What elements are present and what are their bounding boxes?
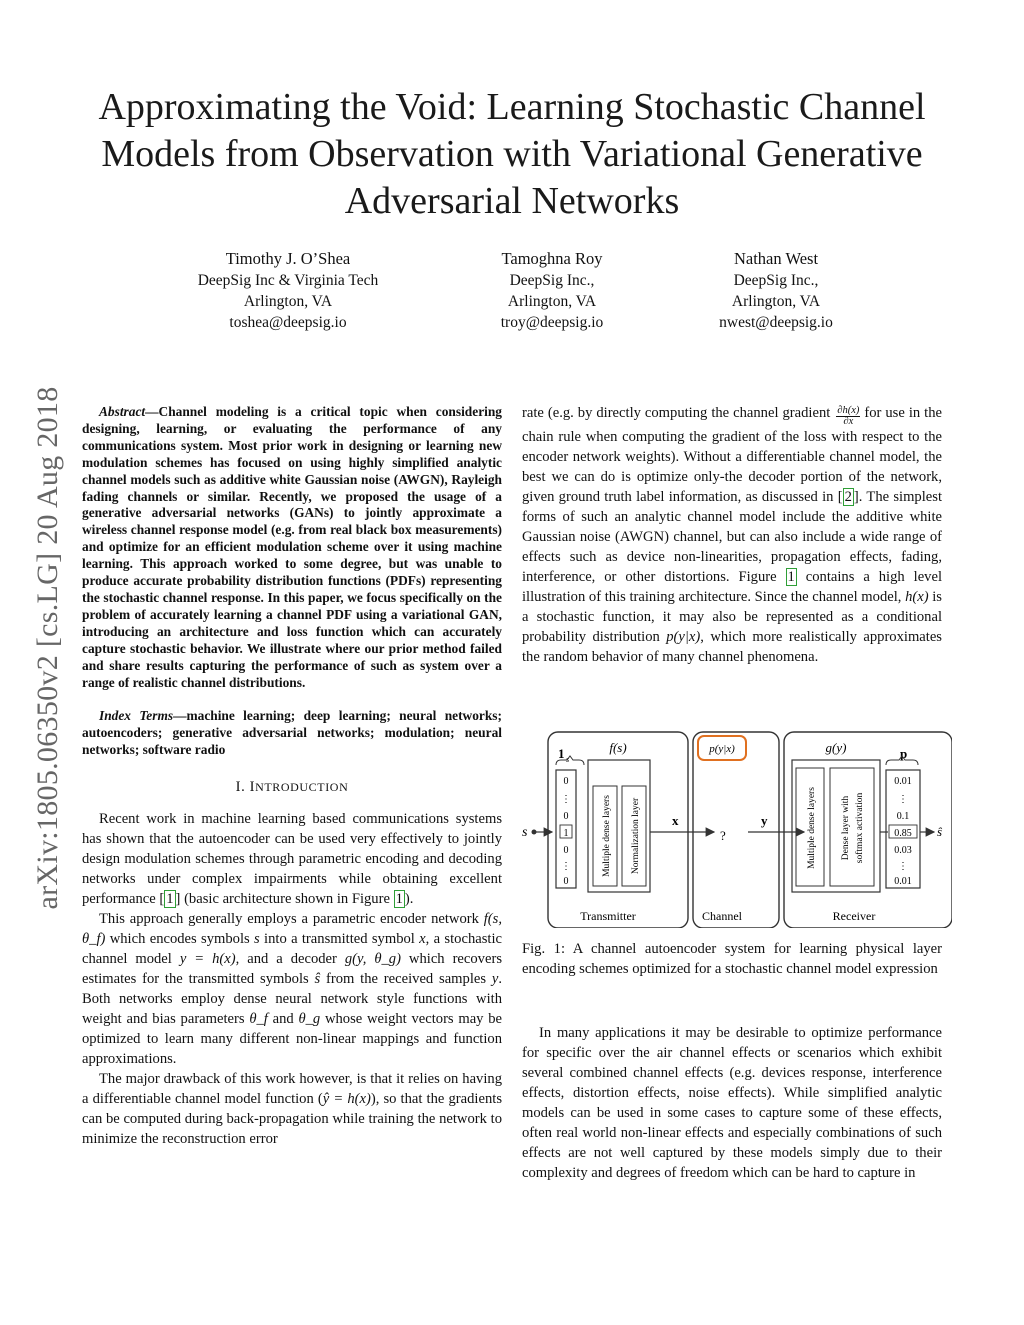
encoder-label: f(s) bbox=[609, 740, 627, 755]
section-title-rest: NTRODUCTION bbox=[255, 780, 349, 795]
body-paragraph: rate (e.g. by directly computing the channel gradient $\frac{\partial h(x)}{\partial x}$ for use in the chain rule when computing the gradient of the loss with respect to the encoder network weights). Without a differentiable channel model, the best we can do is optimize only-the decoder portion of the network, given ground truth label information, as discussed in [ 2 ]. The simplest forms of such an analytic channel model include the additive white Gaussian noise (AWGN) channel, but can also include a wide range of effects such as device non-linearities, propagation effects, fading, interference, or other distortions. Figure 1 contains a high level illustration of this training architecture. Since the channel model, h(x) is a stochastic function, it may also be represented as a conditional probability distribution p(y|x), which more realistically approximates the random behavior of many channel phenomena. bbox=[522, 405, 942, 665]
text-run: , a stochastic channel model bbox=[82, 931, 502, 968]
intro-paragraph bbox=[82, 909, 502, 1069]
figure-link[interactable]: 1 bbox=[395, 891, 403, 908]
math-inline: θ_g bbox=[298, 1011, 321, 1028]
text-run: whose weight vectors may be optimized to learn many different non-linear mappings and function approximations. bbox=[82, 1011, 503, 1068]
index-terms-text: machine learning; deep learning; neural networks; autoencoders; generative adversarial networks; modulation; neural networks; software radio bbox=[82, 708, 502, 758]
text-run: (basic architecture shown in Figure bbox=[180, 891, 394, 908]
text-run: Recent work in machine learning based communications systems has shown that the autoencoder can be used very effectively to jointly design modulation schemes through parametric encoding and decoding networks under complex impairments while obtaining excellent performance bbox=[82, 811, 502, 908]
author-location: Arlington, VA bbox=[243, 293, 333, 310]
author-block bbox=[696, 248, 856, 333]
prob-label: p bbox=[900, 746, 908, 761]
math-inline: f(s, θ_f) bbox=[82, 911, 502, 948]
text-run: , which more realistically approximates the random behavior of many channel phenomena. bbox=[522, 629, 942, 665]
math-inline: y = h(x) bbox=[179, 951, 236, 968]
left-column bbox=[82, 404, 502, 1149]
arxiv-identifier-text: arXiv:1805.06350v2 [cs.LG] 20 Aug 2018 bbox=[31, 386, 64, 910]
author-name: Tamoghna Roy bbox=[501, 249, 603, 268]
abstract-label: Abstract bbox=[99, 404, 146, 419]
author-location: Arlington, VA bbox=[507, 293, 597, 310]
index-terms: Index Terms—machine learning; deep learning; neural networks; autoencoders; generative adversarial networks; modulation; neural networks; software radio bbox=[82, 708, 502, 758]
author-name: Nathan West bbox=[733, 249, 819, 268]
right-column bbox=[522, 403, 942, 667]
fraction-denominator: ∂x bbox=[843, 416, 854, 427]
text-run: into a transmitted symbol bbox=[259, 931, 420, 948]
author-email: nwest@deepsig.io bbox=[719, 314, 833, 331]
text-run: This approach generally employs a parametric encoder network bbox=[99, 911, 484, 928]
fraction-numerator: ∂h(x) bbox=[837, 405, 860, 416]
author-location: Arlington, VA bbox=[731, 293, 821, 310]
vector-entry: 0.01 bbox=[894, 876, 912, 887]
onehot-label: 1 bbox=[558, 746, 565, 761]
channel-label: Channel bbox=[702, 909, 742, 923]
vector-entry: ⋮ bbox=[898, 861, 908, 872]
text-run: ). bbox=[404, 891, 414, 908]
tx-layer-label: Multiple dense layers bbox=[602, 795, 612, 877]
decoder-box bbox=[792, 760, 880, 892]
math-inline: ŝ bbox=[314, 971, 321, 988]
author-email: toshea@deepsig.io bbox=[229, 314, 347, 331]
citation-link[interactable]: 2 bbox=[844, 489, 852, 505]
vector-entry: 0 bbox=[563, 845, 569, 856]
section-number: I. bbox=[235, 779, 246, 796]
onehot-sub: s bbox=[566, 755, 570, 764]
text-run: is a stochastic function, it may also be represented as a conditional probability distribution bbox=[522, 589, 942, 645]
vector-entry: 0.1 bbox=[896, 811, 910, 822]
channel-pdf-label: p(y|x) bbox=[709, 743, 735, 755]
citation-link[interactable]: 1 bbox=[166, 891, 174, 908]
vector-entry: 0 bbox=[563, 811, 569, 822]
text-run: contains a high level illustration of this training architecture. Since the channel model, bbox=[522, 569, 942, 605]
intro-paragraph: Recent work in machine learning based communications systems has shown that the autoencoder can be used very effectively to jointly design modulation schemes through parametric encoding and decoding networks under complex impairments while obtaining excellent performance [ 1 ] (basic architecture shown in Figure 1 ). bbox=[82, 811, 502, 908]
math-inline: h(x) bbox=[905, 589, 929, 605]
text-run: The major drawback of this work however, is that it relies on having a differentiable channel model function ( bbox=[82, 1071, 502, 1108]
math-inline: p(y|x) bbox=[666, 629, 701, 645]
vector-entry: 0.03 bbox=[894, 845, 912, 856]
text-run: which recovers estimates for the transmitted symbols bbox=[82, 951, 502, 988]
abstract-text: Channel modeling is a critical topic when considering designing, learning, or evaluating the performance of any communications system. Most prior work in designing or learning new modulation schemes has focused on using highly simplified analytic channel models such as additive white Gaussian noise (AWGN), Rayleigh fading channels or similar. Recently, we proposed the usage of a generative adversarial networks (GANs) to jointly approximate a wireless channel response model (e.g. from real black box measurements) and optimize for an efficient modulation scheme over it using machine learning. This approach worked to some degree, but was unable to produce accurate probability distribution functions (PDFs) representing the stochastic channel response. In this paper, we focus specifically on the problem of accurately learning a channel PDF using a variational GAN, introducing an architecture and loss function which can accurately capture stochastic behavior. We illustrate where our prior method failed and share results capturing the performance of such as system over a range of realistic channel distributions. bbox=[82, 404, 502, 690]
figure-1-caption: Fig. 1: A channel autoencoder system for learning physical layer encoding schemes optimized for a stochastic channel model expression bbox=[522, 941, 942, 977]
vector-entry: ⋮ bbox=[898, 794, 908, 805]
transmitter-label: Transmitter bbox=[580, 909, 636, 923]
math-inline: x bbox=[419, 931, 426, 948]
autoencoder-diagram bbox=[520, 728, 952, 928]
author-email: troy@deepsig.io bbox=[500, 314, 604, 331]
vector-entry: 0 bbox=[563, 776, 569, 787]
text-run: , and a decoder bbox=[235, 951, 345, 968]
math-inline: θ_f bbox=[249, 1011, 268, 1028]
vector-entry: 0.01 bbox=[894, 776, 912, 787]
vector-entry: 0 bbox=[563, 876, 569, 887]
author-block bbox=[470, 248, 634, 333]
channel-block bbox=[693, 732, 779, 928]
author-affiliation: DeepSig Inc., bbox=[509, 272, 595, 289]
author-affiliation: DeepSig Inc., bbox=[733, 272, 819, 289]
text-run: from the received samples bbox=[320, 971, 492, 988]
vector-entry: ⋮ bbox=[561, 861, 571, 872]
intro-paragraph bbox=[82, 1069, 502, 1149]
body-paragraph: In many applications it may be desirable to optimize performance for specific over the air channel effects or scenarios which exhibit several combined channel effects (e.g. devices response, interference effects, distortion effects, noise effects). While simplified analytic models can be used in some cases to capture some of these effects, often real world non-linear effects and especially combinations of such effects are not well captured by these models simply due to their complexity and degrees of freedom which can be hard to capture in bbox=[522, 1025, 942, 1181]
math-inline: ŷ = h(x) bbox=[322, 1091, 371, 1108]
math-inline: g(y, θ_g) bbox=[344, 951, 401, 968]
rx-softmax-layer bbox=[830, 768, 874, 886]
math-inline: y bbox=[491, 971, 499, 988]
vector-entry: ⋮ bbox=[561, 794, 571, 805]
section-heading bbox=[82, 777, 502, 797]
input-node bbox=[532, 830, 537, 835]
right-column-lower bbox=[522, 1023, 942, 1183]
text-run: . Both networks employ dense neural network style functions with weight and bias parameters bbox=[82, 971, 502, 1028]
text-run: rate (e.g. by directly computing the channel gradient bbox=[522, 405, 835, 421]
author-name: Timothy J. O’Shea bbox=[225, 249, 351, 268]
figure-1 bbox=[520, 728, 952, 928]
figure-link[interactable]: 1 bbox=[787, 569, 795, 585]
rx-layer-label: Multiple dense layers bbox=[807, 787, 817, 869]
unknown-channel-mark: ? bbox=[720, 828, 726, 843]
input-label: s bbox=[522, 825, 528, 840]
text-run: ), so that the gradients can be computed during back-propagation while training the network to minimize the reconstruction error bbox=[82, 1091, 502, 1148]
text-run: which encodes symbols bbox=[105, 931, 255, 948]
section-title-first: I bbox=[249, 779, 256, 796]
tx-layer-label: Normalization layer bbox=[631, 797, 641, 875]
paper-title: Approximating the Void: Learning Stochastic Channel Models from Observation with Variational Generative Adversarial Networks bbox=[98, 86, 926, 222]
math-inline: s bbox=[254, 931, 260, 948]
author-block bbox=[188, 248, 388, 333]
text-run: and bbox=[267, 1011, 299, 1028]
vector-entry: 0.85 bbox=[894, 828, 912, 839]
rx-layer-label: softmax activation bbox=[855, 792, 865, 864]
abstract: Abstract—Channel modeling is a critical topic when considering designing, learning, or evaluating the performance of any communications system. Most prior work in designing or learning new modulation schemes has focused on using highly simplified analytic channel models such as additive white Gaussian noise (AWGN), Rayleigh fading channels or similar. Recently, we proposed the usage of a generative adversarial networks (GANs) to jointly approximate a wireless channel response model (e.g. from real black box measurements) and optimize for an efficient modulation scheme over it using machine learning. This approach worked to some degree, but was unable to produce accurate probability distribution functions (PDFs) representing the stochastic channel response. In this paper, we focus specifically on the problem of accurately learning a channel PDF using a variational GAN, introducing an architecture and loss function which can accurately capture stochastic behavior. We illustrate where our prior method failed and share results capturing the performance of such as system over a range of realistic channel distributions. bbox=[82, 404, 502, 690]
author-affiliation: DeepSig Inc & Virginia Tech bbox=[197, 272, 379, 289]
output-label: ŝ bbox=[937, 824, 943, 839]
x-label: x bbox=[672, 813, 679, 828]
y-label: y bbox=[761, 813, 768, 828]
receiver-label: Receiver bbox=[832, 909, 876, 923]
text-run: . The simplest forms of such an analytic channel model include the additive white Gaussian noise (AWGN) channel, but can also include a wide range of effects such as device non-linearities, propagation effects, fading, interference, or other distortions. Figure bbox=[522, 489, 942, 585]
text-run: for use in the chain rule when computing the gradient of the loss with respect to the encoder network weights). Without a differentiable channel model, the best we can do is optimize only-the decoder portion of the network, given ground truth label information, as discussed in bbox=[522, 405, 942, 505]
gradient-fraction bbox=[836, 406, 860, 427]
index-terms-label: Index Terms bbox=[99, 708, 174, 724]
vector-entry: 1 bbox=[563, 828, 569, 839]
decoder-label: g(y) bbox=[825, 740, 847, 755]
rx-layer-label: Dense layer with bbox=[841, 795, 851, 861]
